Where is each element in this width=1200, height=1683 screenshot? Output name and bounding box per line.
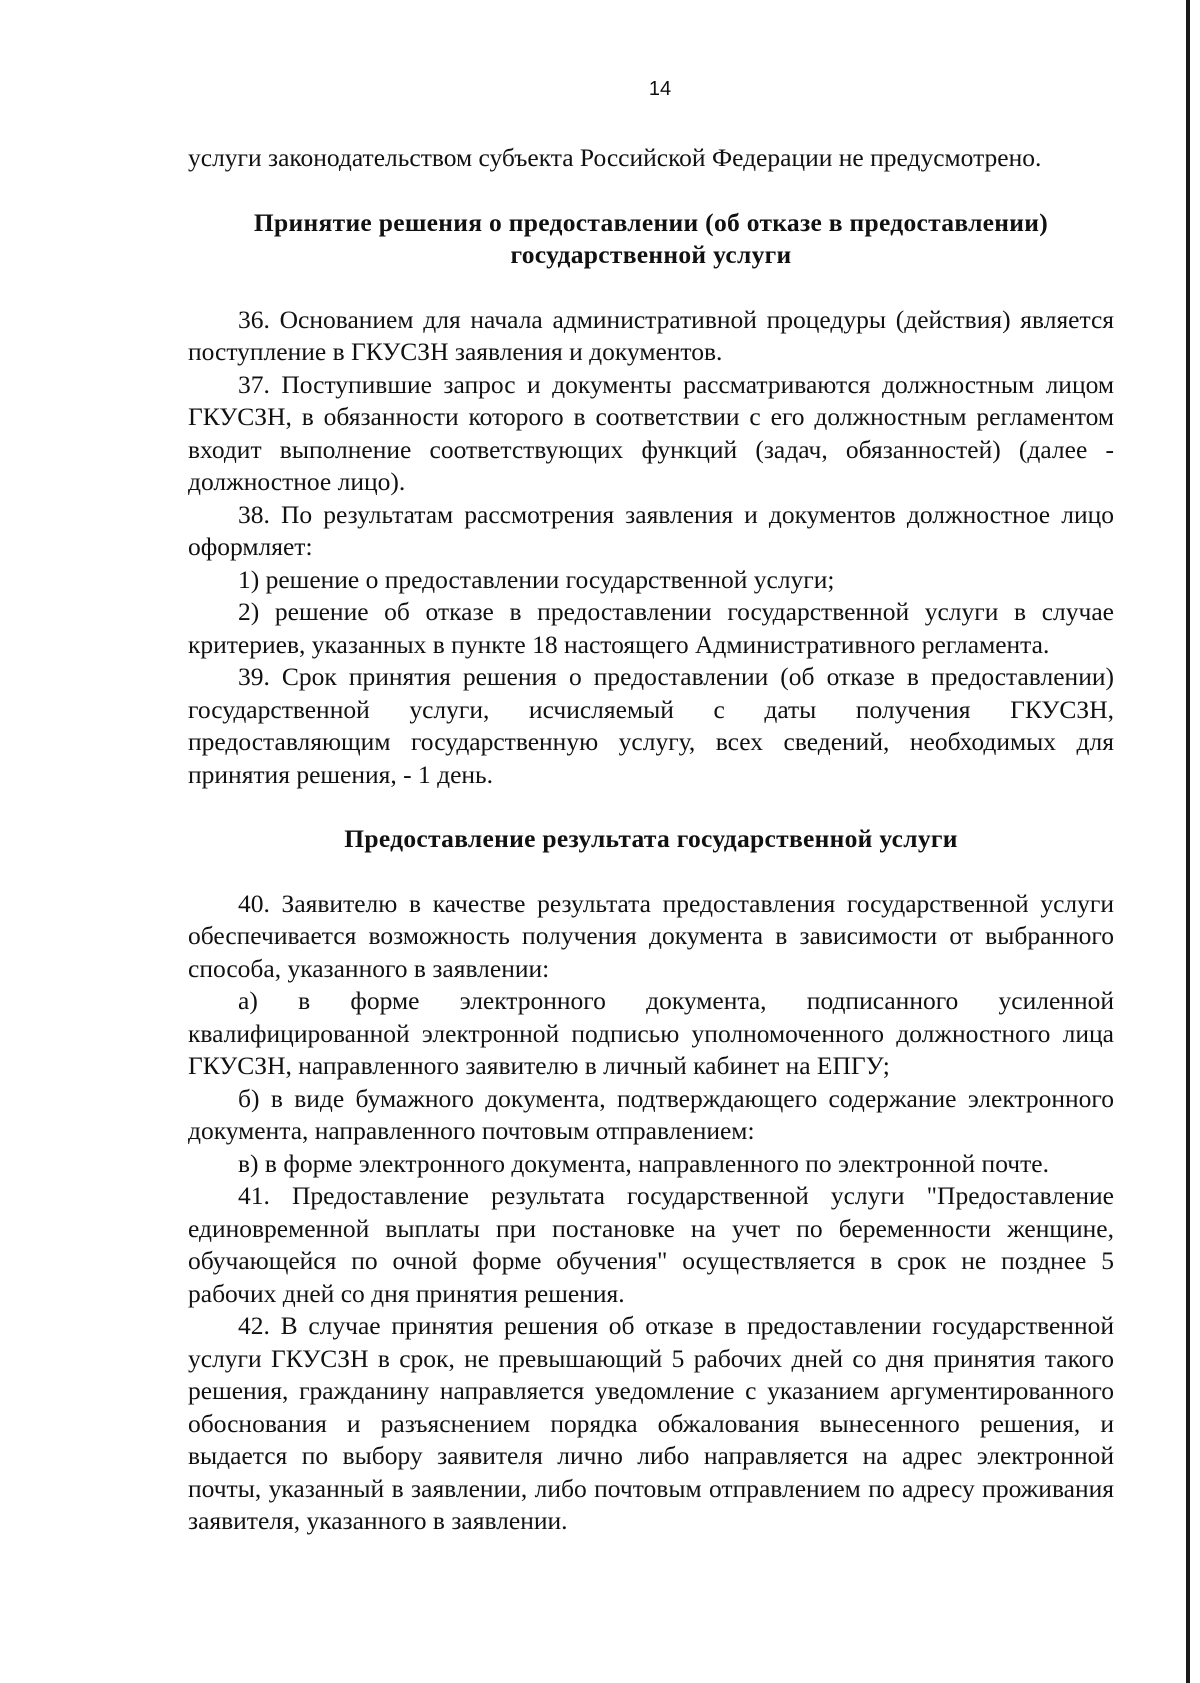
- paragraph-39: 39. Срок принятия решения о предоставлении (об отказе в предоставлении) государственной услуги, исчисляемый с даты получения ГКУСЗН, предоставляющим государственную услугу, всех сведений, необходимых для принятия решения, - 1 день.: [188, 662, 1114, 789]
- paragraph-42: 42. В случае принятия решения об отказе в предоставлении государственной услуги ГКУСЗН в срок, не превышающий 5 рабочих дней со дня принятия такого решения, гражданину направляется уведомление с указанием аргументированного обоснования и разъяснением порядка обжалования вынесенного решения, и выдается по выбору заявителя лично либо направляется на адрес электронной почты, указанный в заявлении, либо почтовым отправлением по адресу проживания заявителя, указанного в заявлении.: [188, 1311, 1114, 1535]
- paragraph-37: 37. Поступившие запрос и документы рассматриваются должностным лицом ГКУСЗН, в обязанности которого в соответствии с его должностным регламентом входит выполнение соответствующих функций (задач, обязанностей) (далее - должностное лицо).: [188, 369, 1114, 496]
- scan-edge-line: [1186, 0, 1190, 1683]
- paragraph-41: 41. Предоставление результата государственной услуги "Предоставление единовременной выплаты при постановке на учет по беременности женщине, обучающейся по очной форме обучения" осуществляется в срок не позднее 5 рабочих дней со дня принятия решения.: [188, 1181, 1114, 1308]
- paragraph-40-item-b: б) в виде бумажного документа, подтверждающего содержание электронного документа, направленного почтовым отправлением:: [188, 1083, 1114, 1145]
- paragraph-40-item-a: а) в форме электронного документа, подписанного усиленной квалифицированной электронной подписью уполномоченного должностного лица ГКУСЗН, направленного заявителю в личный кабинет на ЕПГУ;: [188, 986, 1114, 1080]
- section-heading-result: Предоставление результата государственной услуги: [344, 824, 958, 853]
- paragraph-38: 38. По результатам рассмотрения заявления и документов должностное лицо оформляет:: [188, 499, 1114, 561]
- paragraph-40: 40. Заявителю в качестве результата предоставления государственной услуги обеспечивается возможность получения документа в зависимости от выбранного способа, указанного в заявлении:: [188, 888, 1114, 983]
- section-heading-decision: Принятие решения о предоставлении (об отказе в предоставлении) государственной услуги: [253, 207, 1049, 269]
- page-number: 14: [648, 78, 672, 100]
- paragraph-38-item-1: 1) решение о предоставлении государственной услуги;: [238, 564, 835, 594]
- paragraph-36: 36. Основанием для начала административной процедуры (действия) является поступление в ГКУСЗН заявления и документов.: [188, 304, 1114, 366]
- continuation-line: услуги законодательством субъекта Российской Федерации не предусмотрено.: [188, 143, 1042, 172]
- paragraph-40-item-c: в) в форме электронного документа, направленного по электронной почте.: [238, 1148, 1049, 1178]
- paragraph-38-item-2: 2) решение об отказе в предоставлении государственной услуги в случае критериев, указанных в пункте 18 настоящего Административного регламента.: [188, 597, 1114, 659]
- document-body: [188, 142, 1114, 1538]
